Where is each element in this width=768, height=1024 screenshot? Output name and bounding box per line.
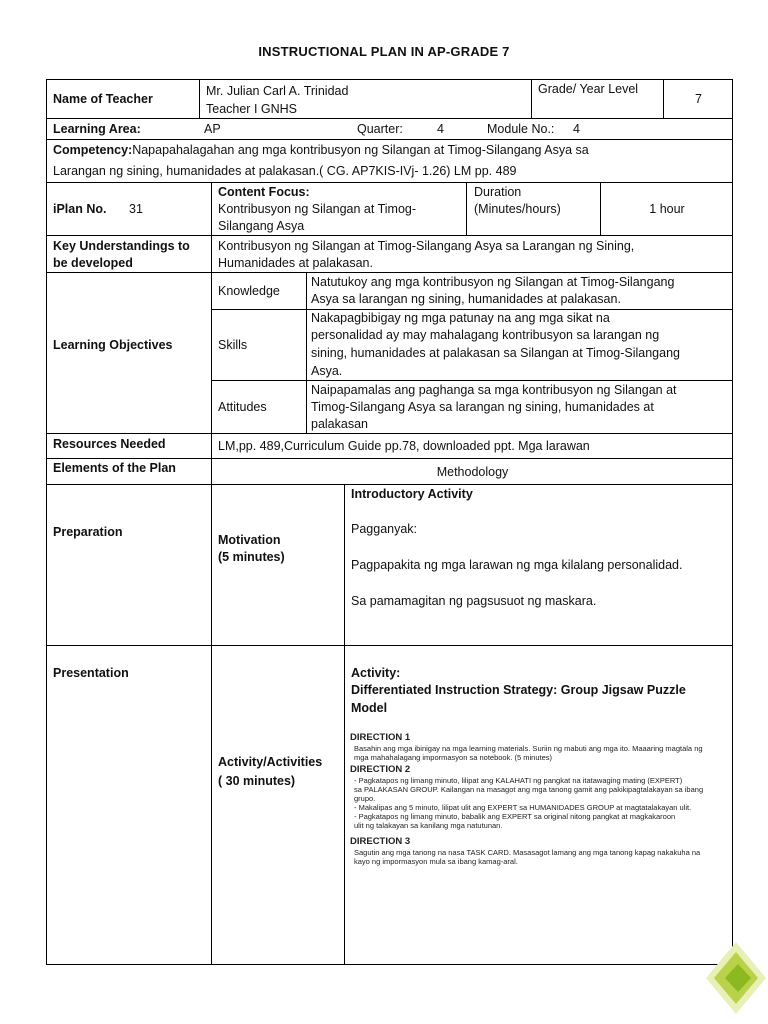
content-focus-line-2: Silangang Asya <box>218 219 305 233</box>
direction-2-line: ulit ng talakayan sa kanilang mga natutunan. <box>354 821 503 830</box>
row-divider <box>46 139 733 140</box>
key-understandings-line-1: Kontribusyon ng Silangan at Timog-Silangang Asya sa Larangan ng Sining, <box>218 239 635 253</box>
direction-2-line: - Makalipas ang 5 minuto, lilipat ulit ang EXPERT sa HUMANIDADES GROUP at magtatalakayan ulit. <box>354 803 692 812</box>
skills-line-1: Nakapagbibigay ng mga patunay na ang mga sikat na <box>311 311 610 325</box>
skills-line-4: Asya. <box>311 364 343 378</box>
row-divider <box>46 235 733 236</box>
resources-label: Resources Needed <box>53 437 166 451</box>
direction-1-line: mga mahahalagang impormasyon sa notebook. (5 minutes) <box>354 753 553 762</box>
knowledge-line-2: Asya sa larangan ng sining, humanidades at palakasan. <box>311 292 621 306</box>
key-understandings-label-2: be developed <box>53 256 133 270</box>
row-divider <box>46 118 733 119</box>
knowledge-line-1: Natutukoy ang mga kontribusyon ng Silangan at Timog-Silangang <box>311 275 675 289</box>
pagganyak-label: Pagganyak: <box>351 522 418 536</box>
direction-2-line: - Pagkatapos ng limang minuto, babalik ang EXPERT sa original nitong pangkat at magkakaroon <box>354 812 676 821</box>
activities-label: Activity/Activities <box>218 755 323 769</box>
duration-unit-label: (Minutes/hours) <box>474 202 561 216</box>
module-label: Module No.: <box>487 122 555 136</box>
teacher-name: Mr. Julian Carl A. Trinidad <box>206 84 349 98</box>
quarter-value: 4 <box>437 122 444 136</box>
direction-2-line: grupo. <box>354 794 376 803</box>
preparation-text-2: Sa pamamagitan ng pagsusuot ng maskara. <box>351 594 597 608</box>
learning-area-value: AP <box>204 122 221 136</box>
teacher-position: Teacher I GNHS <box>206 102 298 116</box>
elements-label: Elements of the Plan <box>53 461 176 475</box>
duration-value: 1 hour <box>649 202 685 216</box>
direction-1-title: DIRECTION 1 <box>350 732 411 743</box>
attitudes-line-3: palakasan <box>311 417 368 431</box>
learning-objectives-label: Learning Objectives <box>53 338 173 352</box>
direction-3-line: Sagutin ang mga tanong na nasa TASK CARD. Masasagot lamang ang mga tanong kapag nakakuha na <box>354 848 701 857</box>
direction-2-line: sa PALAKASAN GROUP. Kailangan na masagot ang mga tanong gamit ang pakikipagtalakayan sa ibang <box>354 785 704 794</box>
skills-line-3: sining, humanidades at palakasan sa Silangan at Timog-Silangang <box>311 346 680 360</box>
col-divider <box>199 79 200 118</box>
motivation-label: Motivation <box>218 533 281 547</box>
teacher-label: Name of Teacher <box>53 92 153 106</box>
attitudes-label: Attitudes <box>218 400 267 414</box>
row-divider <box>46 182 733 183</box>
direction-3-title: DIRECTION 3 <box>350 836 411 847</box>
competency-line-2: Larangan ng sining, humanidades at palakasan.( CG. AP7KIS-IVj- 1.26) LM pp. 489 <box>53 164 517 178</box>
attitudes-line-2: Timog-Silangang Asya sa larangan ng sining, humanidades at <box>311 400 654 414</box>
learning-area-label: Learning Area: <box>53 122 141 136</box>
preparation-text-1: Pagpapakita ng mga larawan ng mga kilalang personalidad. <box>351 558 683 572</box>
quarter-label: Quarter: <box>357 122 403 136</box>
activities-duration: ( 30 minutes) <box>218 774 296 788</box>
grade-value: 7 <box>695 92 702 106</box>
methodology-heading: Methodology <box>436 465 509 479</box>
document-title: INSTRUCTIONAL PLAN IN AP-GRADE 7 <box>258 44 510 59</box>
direction-2-line: - Pagkatapos ng limang minuto, lilipat ang KALAHATI ng pangkat na itatawaging mating (EXPERT) <box>354 776 683 785</box>
attitudes-line-1: Naipapamalas ang paghanga sa mga kontribusyon ng Silangan at <box>311 383 677 397</box>
skills-label: Skills <box>218 338 248 352</box>
content-focus-line-1: Kontribusyon ng Silangan at Timog- <box>218 202 417 216</box>
direction-2-title: DIRECTION 2 <box>350 764 411 775</box>
grade-label: Grade/ Year Level <box>538 82 639 96</box>
resources-value: LM,pp. 489,Curriculum Guide pp.78, downloaded ppt. Mga larawan <box>218 439 590 453</box>
competency-text: Napapahalagahan ang mga kontribusyon ng Silangan at Timog-Silangang Asya sa <box>132 143 589 157</box>
direction-3-line: kayo ng impormasyon mula sa ibang kamag-aral. <box>354 857 518 866</box>
iplan-value: 31 <box>129 202 143 216</box>
row-divider <box>46 433 733 434</box>
directions-panel <box>350 730 710 866</box>
col-divider <box>306 272 307 433</box>
presentation-label: Presentation <box>53 666 129 680</box>
col-divider <box>531 79 532 118</box>
motivation-duration: (5 minutes) <box>218 550 285 564</box>
col-divider <box>211 182 212 965</box>
direction-1-line: Basahin ang mga ibinigay na mga learning materials. Suriin ng mabuti ang mga ito. Maaaring magtala ng <box>354 744 703 753</box>
preparation-label: Preparation <box>53 525 123 539</box>
activity-heading: Activity: <box>351 666 401 680</box>
col-divider <box>466 182 467 235</box>
introductory-activity-heading: Introductory Activity <box>351 487 473 501</box>
row-divider <box>46 645 733 646</box>
skills-line-2: personalidad ay may mahalagang kontribusyon sa larangan ng <box>311 328 660 342</box>
content-focus-label: Content Focus: <box>218 185 310 199</box>
col-divider <box>344 484 345 965</box>
iplan-label: iPlan No. <box>53 202 107 216</box>
competency-label: Competency: <box>53 143 133 157</box>
key-understandings-label: Key Understandings to <box>53 239 190 253</box>
key-understandings-line-2: Humanidades at palakasan. <box>218 256 373 270</box>
strategy-heading-2: Model <box>351 701 388 715</box>
competency-line-1 <box>53 141 589 159</box>
knowledge-label: Knowledge <box>218 284 280 298</box>
module-value: 4 <box>573 122 580 136</box>
strategy-heading: Differentiated Instruction Strategy: Group Jigsaw Puzzle <box>351 683 686 697</box>
duration-label: Duration <box>474 185 522 199</box>
corner-diamond-decoration <box>704 938 768 1022</box>
